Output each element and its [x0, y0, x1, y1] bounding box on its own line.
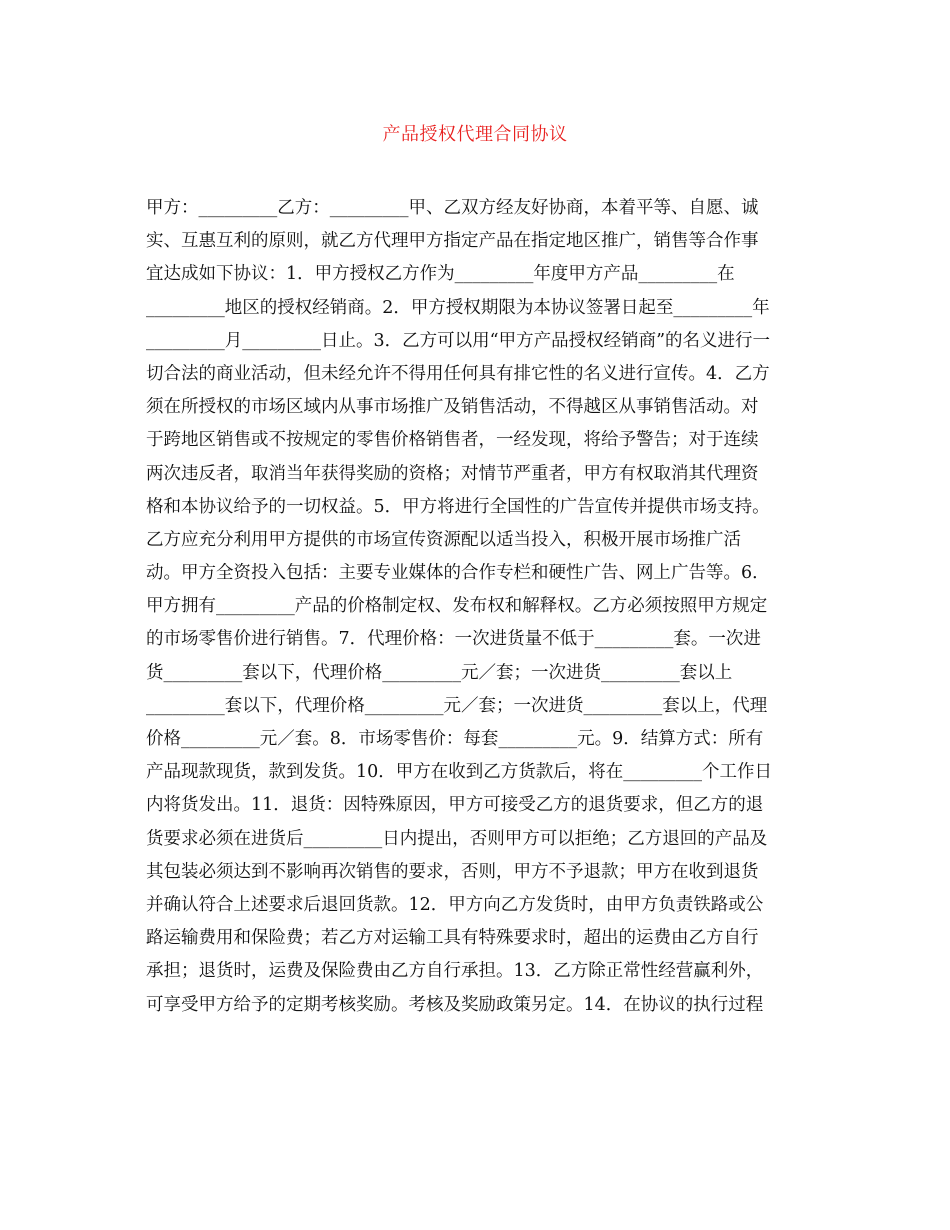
text-line-3: 宜达成如下协议：1．甲方授权乙方作为_________年度甲方产品_________在 [146, 264, 735, 285]
text-line-13: 甲方拥有_________产品的价格制定权、发布权和解释权。乙方必须按照甲方规定 [146, 596, 768, 617]
text-line-22: 并确认符合上述要求后退回货款。12．甲方向乙方发货时，由甲方负责铁路或公 [146, 894, 764, 915]
text-line-12: 动。甲方全资投入包括：主要专业媒体的合作专栏和硬性广告、网上广告等。6． [146, 563, 770, 584]
text-line-20: 货要求必须在进货后_________日内提出，否则甲方可以拒绝；乙方退回的产品及 [146, 828, 768, 849]
text-line-1: 甲方：_________乙方：_________甲、乙双方经友好协商，本着平等、自愿、诚 [146, 198, 759, 218]
text-line-7: 须在所授权的市场区域内从事市场推广及销售活动，不得越区从事销售活动。对 [146, 397, 759, 418]
text-line-15: 货_________套以下，代理价格_________元／套；一次进货_________套以上 [146, 662, 733, 683]
text-line-4: _________地区的授权经销商。2．甲方授权期限为本协议签署日起至_________年 [146, 297, 770, 318]
text-line-24: 承担；退货时，运费及保险费由乙方自行承担。13．乙方除正常性经营赢利外， [146, 961, 764, 982]
text-line-5: _________月_________日止。3．乙方可以用“甲方产品授权经销商”的名义进行一 [146, 330, 771, 351]
text-line-21: 其包装必须达到不影响再次销售的要求，否则，甲方不予退款；甲方在收到退货 [146, 861, 759, 882]
text-line-23: 路运输费用和保险费；若乙方对运输工具有特殊要求时，超出的运费由乙方自行 [146, 928, 759, 949]
text-line-14: 的市场零售价进行销售。7．代理价格：一次进货量不低于_________套。一次进 [146, 629, 761, 650]
document-title: 产品授权代理合同协议 [382, 124, 568, 145]
text-line-6: 切合法的商业活动，但未经允许不得用任何具有排它性的名义进行宣传。4．乙方 [146, 363, 770, 384]
text-line-9: 两次违反者，取消当年获得奖励的资格；对情节严重者，甲方有权取消其代理资 [146, 463, 759, 484]
text-line-2: 实、互惠互利的原则，就乙方代理甲方指定产品在指定地区推广，销售等合作事 [146, 231, 759, 252]
text-line-19: 内将货发出。11．退货：因特殊原因，甲方可接受乙方的退货要求，但乙方的退 [146, 795, 764, 816]
text-line-10: 格和本协议给予的一切权益。5．甲方将进行全国性的广告宣传并提供市场支持。 [146, 496, 770, 517]
text-line-16: _________套以下，代理价格_________元／套；一次进货_________套以上，代理 [146, 695, 768, 716]
text-line-17: 价格_________元／套。8．市场零售价：每套_________元。9．结算方式：所有 [146, 729, 764, 749]
contract-body [146, 192, 816, 1022]
text-line-25: 可享受甲方给予的定期考核奖励。考核及奖励政策另定。14．在协议的执行过程 [146, 994, 764, 1015]
text-line-11: 乙方应充分利用甲方提供的市场宣传资源配以适当投入，积极开展市场推广活 [146, 529, 741, 550]
text-line-8: 于跨地区销售或不按规定的零售价格销售者，一经发现，将给予警告；对于连续 [146, 430, 759, 451]
text-line-18: 产品现款现货，款到发货。10．甲方在收到乙方货款后，将在_________个工作日 [146, 762, 773, 783]
